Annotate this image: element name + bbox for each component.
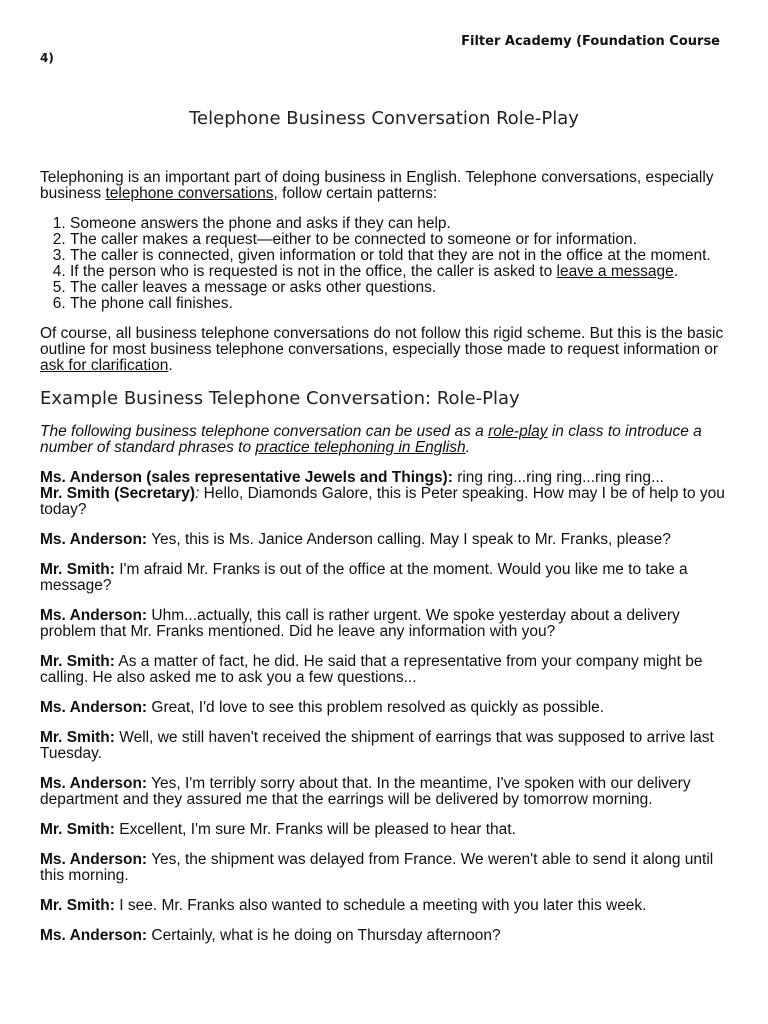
list-item xyxy=(70,232,730,248)
list-item xyxy=(70,216,730,232)
step-text-end: . xyxy=(673,263,679,280)
course-header-suffix: 4) xyxy=(40,51,54,65)
step-text: The phone call finishes. xyxy=(70,295,233,312)
role-play-link[interactable]: role-play xyxy=(488,423,548,440)
step-text: The caller makes a request—either to be connected to someone or for information. xyxy=(70,231,637,248)
intro-text-end: , follow certain patterns: xyxy=(273,185,438,202)
dialogue-text: Yes, the shipment was delayed from France. We weren't able to send it along until this morning. xyxy=(40,851,714,884)
speaker-name: Mr. Smith (Secretary) xyxy=(40,485,196,502)
speaker-name: Ms. Anderson: xyxy=(40,531,148,548)
dialogue-line xyxy=(40,532,730,548)
dialogue-line xyxy=(40,898,730,914)
dialogue-text: ring ring...ring ring...ring ring... xyxy=(452,469,664,486)
dialogue-text: Great, I'd love to see this problem resolved as quickly as possible. xyxy=(147,699,605,716)
role-play-note xyxy=(40,424,730,456)
list-item xyxy=(70,264,730,280)
dialogue-text: Yes, I'm terribly sorry about that. In the meantime, I've spoken with our delivery department and they assured me that the earrings will be delivered by tomorrow morning. xyxy=(40,775,691,808)
speaker-colon: : xyxy=(195,485,200,502)
dialogue-text: Excellent, I'm sure Mr. Franks will be pleased to hear that. xyxy=(114,821,516,838)
dialogue-line xyxy=(40,822,730,838)
speaker-name: Ms. Anderson: xyxy=(40,699,148,716)
step-text: The caller leaves a message or asks other questions. xyxy=(70,279,437,296)
document-body xyxy=(40,170,730,958)
speaker-name: Ms. Anderson: xyxy=(40,775,148,792)
note-text: in class to introduce a number of standard phrases to xyxy=(40,423,702,456)
dialogue-text: I'm afraid Mr. Franks is out of the office at the moment. Would you like me to take a message? xyxy=(40,561,688,594)
document-title: Telephone Business Conversation Role-Play xyxy=(189,108,579,129)
list-item xyxy=(70,296,730,312)
dialogue-line xyxy=(40,776,730,808)
course-header: Filter Academy (Foundation Course xyxy=(461,34,720,49)
dialogue-text: Hello, Diamonds Galore, this is Peter speaking. How may I be of help to you today? xyxy=(40,485,725,518)
step-text: Someone answers the phone and asks if they can help. xyxy=(70,215,451,232)
dialogue-line xyxy=(40,928,730,944)
dialogue-line xyxy=(40,700,730,716)
ask-for-clarification-link[interactable]: ask for clarification xyxy=(40,357,169,374)
list-item xyxy=(70,248,730,264)
dialogue-line xyxy=(40,470,730,486)
speaker-name: Mr. Smith: xyxy=(40,729,115,746)
dialogue-line xyxy=(40,486,730,518)
dialogue-line xyxy=(40,654,730,686)
speaker-name: Ms. Anderson: xyxy=(40,607,148,624)
outline-paragraph xyxy=(40,326,730,374)
dialogue-text: Certainly, what is he doing on Thursday afternoon? xyxy=(147,927,501,944)
dialogue-text: Yes, this is Ms. Janice Anderson calling. May I speak to Mr. Franks, please? xyxy=(147,531,671,548)
note-text-end: . xyxy=(465,439,470,456)
call-steps-list xyxy=(40,216,730,312)
outline-text-end: . xyxy=(168,357,173,374)
dialogue-text: As a matter of fact, he did. He said that a representative from your company might be calling. He also asked me to ask you a few questions... xyxy=(40,653,703,686)
dialogue-line xyxy=(40,608,730,640)
list-item xyxy=(70,280,730,296)
dialogue-line xyxy=(40,730,730,762)
note-text: The following business telephone conversation can be used as a xyxy=(40,423,489,440)
speaker-name: Ms. Anderson (sales representative Jewels and Things): xyxy=(40,469,453,486)
dialogue-text: Uhm...actually, this call is rather urgent. We spoke yesterday about a delivery problem that Mr. Franks mentioned. Did he leave any information with you? xyxy=(40,607,680,640)
dialogue-text: I see. Mr. Franks also wanted to schedule a meeting with you later this week. xyxy=(114,897,647,914)
dialogue-line xyxy=(40,852,730,884)
speaker-name: Ms. Anderson: xyxy=(40,927,148,944)
step-text: The caller is connected, given information or told that they are not in the office at the moment. xyxy=(70,247,711,264)
leave-a-message-link[interactable]: leave a message xyxy=(556,263,674,280)
speaker-name: Mr. Smith: xyxy=(40,821,115,838)
intro-paragraph xyxy=(40,170,730,202)
speaker-name: Ms. Anderson: xyxy=(40,851,148,868)
outline-text: Of course, all business telephone conversations do not follow this rigid scheme. But this is the basic outline for most business telephone conversations, especially those made to request information or xyxy=(40,325,724,358)
section-heading: Example Business Telephone Conversation: Role-Play xyxy=(40,388,520,409)
speaker-name: Mr. Smith: xyxy=(40,653,115,670)
dialogue-text: Well, we still haven't received the shipment of earrings that was supposed to arrive last Tuesday. xyxy=(40,729,714,762)
step-text: If the person who is requested is not in the office, the caller is asked to xyxy=(70,263,557,280)
speaker-name: Mr. Smith: xyxy=(40,561,115,578)
intro-text: Telephoning is an important part of doing business in English. Telephone conversations, especially business xyxy=(40,169,714,202)
speaker-name: Mr. Smith: xyxy=(40,897,115,914)
telephone-conversations-link[interactable]: telephone conversations xyxy=(105,185,274,202)
dialogue-line xyxy=(40,562,730,594)
practice-telephoning-link[interactable]: practice telephoning in English xyxy=(255,439,466,456)
